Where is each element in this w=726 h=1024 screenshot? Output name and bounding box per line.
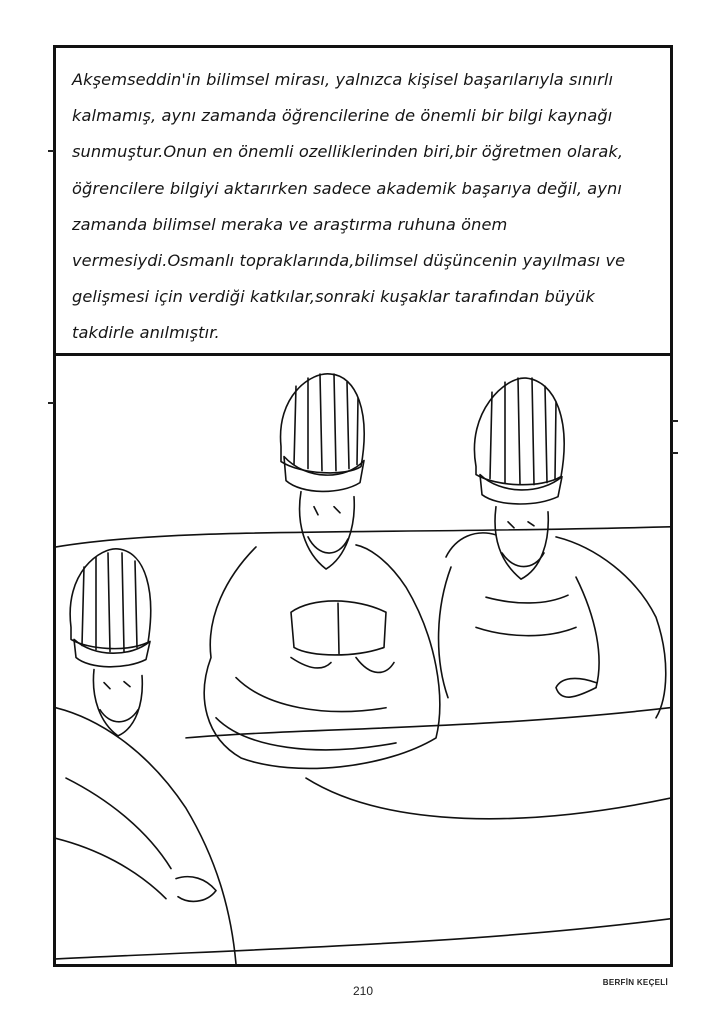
right-scholar xyxy=(439,378,666,718)
scholars-line-drawing xyxy=(56,356,670,964)
comic-frame xyxy=(53,45,673,967)
center-scholar xyxy=(204,374,440,769)
text-panel xyxy=(56,48,670,356)
left-scholar xyxy=(56,549,236,964)
edge-mark xyxy=(48,150,54,152)
couch-cushion-line xyxy=(186,708,670,738)
edge-mark xyxy=(672,420,678,422)
page-number: 210 xyxy=(352,984,374,998)
couch-floor-line xyxy=(56,919,670,959)
edge-mark xyxy=(672,452,678,454)
edge-mark xyxy=(48,402,54,404)
author-credit: BERFİN KEÇELİ xyxy=(602,978,668,987)
illustration-panel xyxy=(56,356,670,964)
paragraph-text: Akşemseddin'in bilimsel mirası, yalnızca kişisel başarılarıyla sınırlı kalmamış, aynı zamanda öğrencilerine de önemli bir bilgi kaynağı sunmuştur.Onun en önemli ozelliklerinden biri,bir öğretmen olarak, öğrencilere bilgiyi aktarırken sadece akademik başarıya değil, aynı zamanda bilimsel meraka ve araştırma ruhuna önem vermesiydi.Osmanlı topraklarında,bilimsel düşüncenin yayılması ve gelişmesi için verdiği katkılar,sonraki kuşaklar tarafından büyük takdirle anılmıştır. xyxy=(72,70,626,343)
